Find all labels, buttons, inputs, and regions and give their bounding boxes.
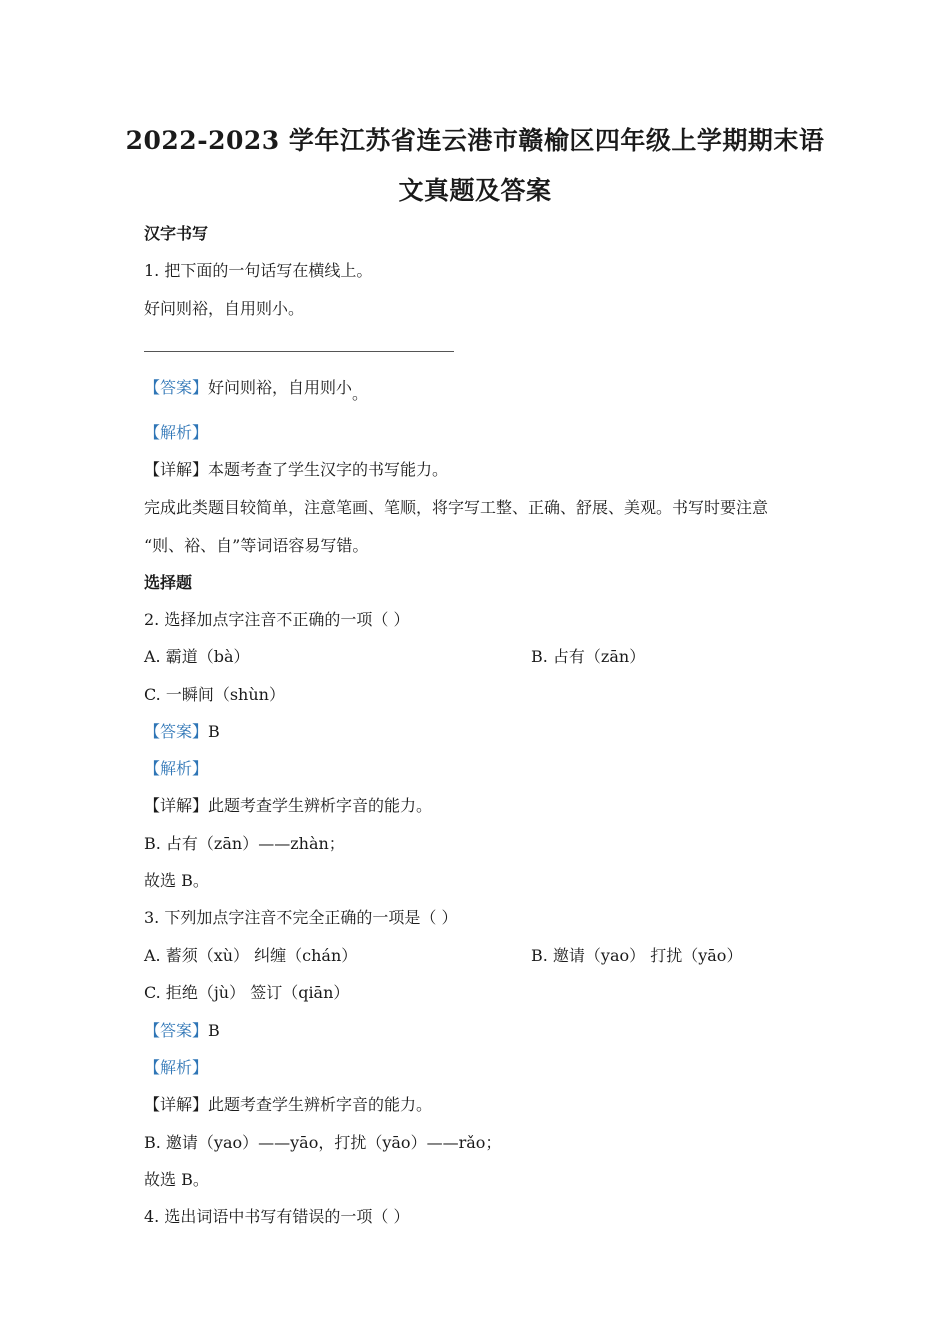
q2-answer — [144, 721, 220, 743]
answer-text: 好问则裕，自用则小 — [208, 378, 353, 397]
q3-option-a: A. 蓄须（xù） 纠缠（chán） — [144, 946, 358, 965]
answer-tag: 【答案】 — [144, 1021, 209, 1040]
q2-detail — [144, 795, 432, 817]
q3-stem: 3. 下列加点字注音不完全正确的一项是（ ） — [144, 908, 458, 927]
q1-stem: 1. 把下面的一句话写在横线上。 — [144, 261, 373, 280]
q1-note-line1: 完成此类题目较简单，注意笔画、笔顺，将字写工整、正确、舒展、美观。书写时要注意 — [144, 498, 769, 517]
q3-explanation: B. 邀请（yao）——yāo，打扰（yāo）——rǎo； — [144, 1133, 502, 1152]
answer-tag: 【答案】 — [144, 722, 209, 741]
q1-sentence: 好问则裕，自用则小。 — [144, 299, 305, 318]
q3-analysis-tag: 【解析】 — [144, 1058, 209, 1077]
answer-blank-line — [144, 351, 454, 352]
section-heading-writing: 汉字书写 — [144, 224, 209, 243]
q2-conclusion: 故选 B。 — [144, 871, 209, 890]
document-title-line1: 2022-2023 学年江苏省连云港市赣榆区四年级上学期期末语 — [125, 126, 825, 155]
q3-option-c: C. 拒绝（jù） 签订（qiān） — [144, 983, 350, 1002]
detail-text: 此题考查学生辨析字音的能力。 — [208, 1095, 433, 1114]
answer-tag: 【答案】 — [144, 378, 209, 397]
document-title-line2: 文真题及答案 — [398, 176, 552, 205]
detail-tag: 【详解】 — [144, 1095, 209, 1114]
q4-stem: 4. 选出词语中书写有错误的一项（ ） — [144, 1207, 410, 1226]
q2-option-c: C. 一瞬间（shùn） — [144, 685, 285, 704]
q1-answer — [144, 377, 369, 403]
answer-period: 。 — [352, 384, 369, 403]
q2-option-a: A. 霸道（bà） — [144, 647, 250, 666]
answer-text: B — [208, 1021, 220, 1040]
answer-text: B — [208, 722, 220, 741]
detail-tag: 【详解】 — [144, 796, 209, 815]
detail-text: 本题考查了学生汉字的书写能力。 — [208, 460, 449, 479]
q1-detail — [144, 459, 448, 481]
q3-detail — [144, 1094, 432, 1116]
q2-option-b: B. 占有（zān） — [531, 647, 646, 666]
detail-tag: 【详解】 — [144, 460, 209, 479]
q3-option-b: B. 邀请（yao） 打扰（yāo） — [531, 946, 743, 965]
q2-explanation: B. 占有（zān）——zhàn； — [144, 834, 345, 853]
q3-conclusion: 故选 B。 — [144, 1170, 209, 1189]
detail-text: 此题考查学生辨析字音的能力。 — [208, 796, 433, 815]
section-heading-choice: 选择题 — [144, 573, 193, 592]
q1-note-line2: “则、裕、自”等词语容易写错。 — [144, 536, 369, 555]
q1-analysis-tag: 【解析】 — [144, 423, 209, 442]
q3-answer — [144, 1020, 220, 1042]
q2-stem: 2. 选择加点字注音不正确的一项（ ） — [144, 610, 410, 629]
q2-analysis-tag: 【解析】 — [144, 759, 209, 778]
